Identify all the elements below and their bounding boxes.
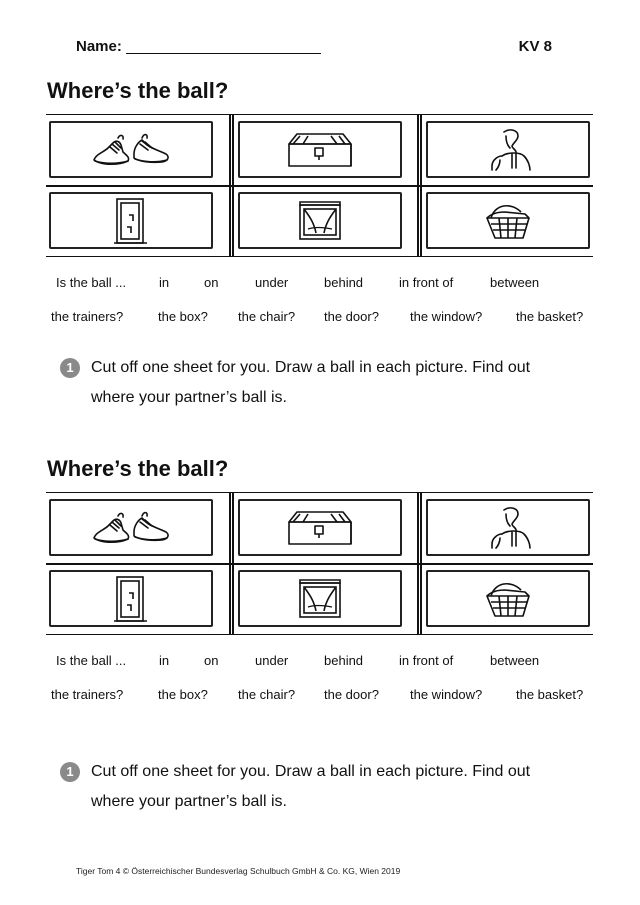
task-number-badge: 1 bbox=[60, 358, 80, 378]
window-icon bbox=[296, 577, 344, 621]
basket-picture bbox=[426, 570, 590, 627]
preposition-word: behind bbox=[324, 653, 364, 668]
section-1-picture-grid bbox=[46, 114, 593, 257]
preposition-word: under bbox=[255, 275, 289, 290]
basket-icon bbox=[481, 578, 535, 620]
preposition-word: under bbox=[255, 653, 289, 668]
task-line: where your partner’s ball is. bbox=[91, 389, 287, 406]
box-picture bbox=[238, 121, 402, 178]
object-word: the window? bbox=[410, 309, 483, 324]
preposition-word: Is the ball ... bbox=[56, 275, 127, 290]
task-number-badge: 1 bbox=[60, 762, 80, 782]
copyright-footer: Tiger Tom 4 © Österreichischer Bundesverlag Schulbuch GmbH & Co. KG, Wien 2019 bbox=[76, 866, 401, 876]
preposition-word: on bbox=[204, 653, 219, 668]
section-1-task bbox=[60, 353, 600, 415]
worksheet-code: KV 8 bbox=[518, 38, 552, 55]
chair-picture bbox=[426, 499, 590, 556]
chair-icon bbox=[478, 504, 538, 552]
preposition-word: in bbox=[159, 653, 170, 668]
preposition-word: behind bbox=[324, 275, 364, 290]
preposition-word: between bbox=[490, 275, 540, 290]
window-picture bbox=[238, 570, 402, 627]
task-line: Cut off one sheet for you. Draw a ball in each picture. Find out bbox=[91, 359, 531, 376]
door-icon bbox=[111, 195, 151, 247]
trainers-icon bbox=[90, 130, 172, 170]
preposition-word: in bbox=[159, 275, 170, 290]
object-word: the box? bbox=[158, 687, 208, 702]
task-line: Cut off one sheet for you. Draw a ball in each picture. Find out bbox=[91, 763, 531, 780]
section-2-picture-grid bbox=[46, 492, 593, 635]
trainers-picture bbox=[49, 499, 213, 556]
name-label: Name: bbox=[76, 38, 122, 55]
preposition-word: in front of bbox=[399, 653, 454, 668]
section-1-title: Where’s the ball? bbox=[47, 78, 229, 103]
object-word: the basket? bbox=[516, 309, 584, 324]
section-2-task bbox=[60, 757, 600, 819]
basket-picture bbox=[426, 192, 590, 249]
object-word: the door? bbox=[324, 687, 379, 702]
section-2-title: Where’s the ball? bbox=[47, 456, 229, 481]
basket-icon bbox=[481, 200, 535, 242]
door-picture bbox=[49, 570, 213, 627]
door-picture bbox=[49, 192, 213, 249]
preposition-word: between bbox=[490, 653, 540, 668]
section-1-preposition-row bbox=[46, 275, 606, 293]
box-icon bbox=[281, 128, 359, 172]
chair-picture bbox=[426, 121, 590, 178]
preposition-word: on bbox=[204, 275, 219, 290]
task-line: where your partner’s ball is. bbox=[91, 793, 287, 810]
preposition-word: in front of bbox=[399, 275, 454, 290]
task-instructions bbox=[91, 757, 591, 817]
worksheet-header bbox=[76, 36, 552, 60]
object-word: the door? bbox=[324, 309, 379, 324]
section-1-object-row bbox=[46, 309, 606, 327]
preposition-word: Is the ball ... bbox=[56, 653, 127, 668]
box-picture bbox=[238, 499, 402, 556]
object-word: the trainers? bbox=[51, 687, 124, 702]
object-word: the window? bbox=[410, 687, 483, 702]
trainers-picture bbox=[49, 121, 213, 178]
object-word: the box? bbox=[158, 309, 208, 324]
object-word: the trainers? bbox=[51, 309, 124, 324]
window-picture bbox=[238, 192, 402, 249]
object-word: the chair? bbox=[238, 687, 296, 702]
window-icon bbox=[296, 199, 344, 243]
object-word: the basket? bbox=[516, 687, 584, 702]
object-word: the chair? bbox=[238, 309, 296, 324]
door-icon bbox=[111, 573, 151, 625]
name-line[interactable] bbox=[126, 53, 321, 54]
chair-icon bbox=[478, 126, 538, 174]
section-2-object-row bbox=[46, 687, 606, 705]
task-instructions bbox=[91, 353, 591, 413]
section-2-preposition-row bbox=[46, 653, 606, 671]
trainers-icon bbox=[90, 508, 172, 548]
box-icon bbox=[281, 506, 359, 550]
